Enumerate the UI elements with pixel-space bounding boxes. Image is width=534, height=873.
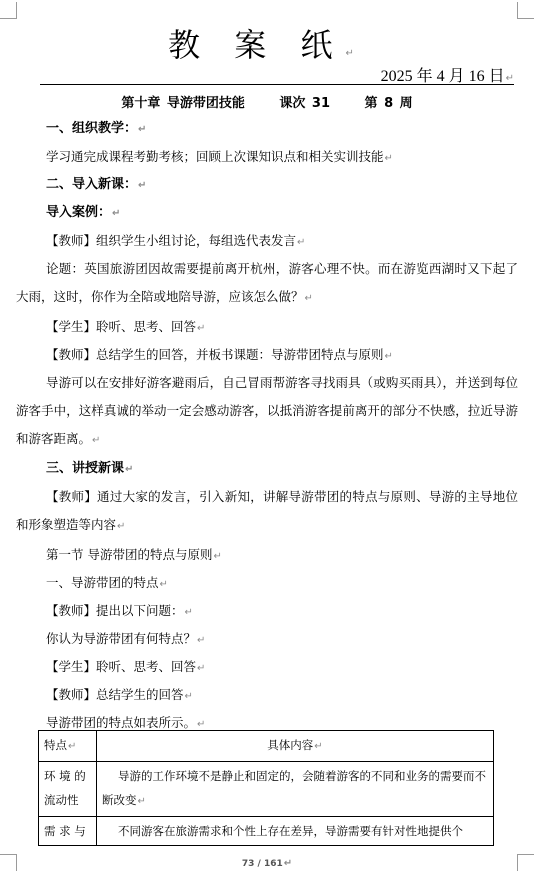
subheading: 一、导游带团的特点 ↵: [46, 569, 518, 597]
table-cell-content: 不同游客在旅游需求和个性上存在差异，导游需要有针对性地提供个: [97, 817, 494, 846]
paragraph: 【学生】聆听、思考、回答 ↵: [46, 313, 518, 341]
paragraph: 导游带团的特点如表所示。 ↵: [46, 709, 518, 737]
date-line: 2025 年 4 月 16 日 ↵: [381, 63, 514, 86]
page-number: 73 / 161 ↵: [0, 858, 534, 869]
table-cell-content: 导游的工作环境不是静止和固定的，会随着游客的不同和业务的需要而不断改变 ↵: [97, 762, 494, 817]
corner-mark-top-right: [517, 2, 534, 19]
week-number: 第 8 周: [364, 96, 413, 111]
subsection-title: 第一节 导游带团的特点与原则 ↵: [46, 541, 518, 569]
corner-mark-top-left: [0, 2, 17, 19]
table-cell-feature: 需 求 与: [39, 817, 97, 846]
page-title: 教 案 纸 ↵: [0, 20, 534, 66]
lesson-body: [16, 115, 518, 737]
paragraph-question: 你认为导游带团有何特点？ ↵: [46, 625, 518, 653]
section-heading-organize: 一、组织教学： ↵: [46, 115, 518, 143]
table-header-row: [39, 731, 494, 762]
table-header-cell: 具体内容 ↵: [97, 731, 494, 762]
header-rule: [40, 84, 514, 85]
paragraph: 学习通完成课程考勤考核；回顾上次课知识点和相关实训技能 ↵: [46, 143, 518, 171]
paragraph-topic: 论题：英国旅游团因故需要提前离开杭州，游客心理不快。而在游览西湖时又下起了大雨，这时，你作为全陪或地陪导游，应该怎么做？ ↵: [16, 255, 518, 313]
paragraph-teacher-intro: 【教师】通过大家的发言，引入新知，讲解导游带团的特点与原则、导游的主导地位和形象塑造等内容 ↵: [16, 483, 518, 541]
case-heading: 导入案例： ↵: [46, 199, 518, 227]
section-heading-teach: 三、讲授新课 ↵: [46, 455, 518, 483]
paragraph: 【教师】提出以下问题： ↵: [46, 597, 518, 625]
features-table: [38, 730, 494, 846]
table-header-cell: 特点 ↵: [39, 731, 97, 762]
paragraph-guide-action: 导游可以在安排好游客避雨后，自己冒雨帮游客寻找雨具（或购买雨具），并送到每位游客手中，这样真诚的举动一定会感动游客，以抵消游客提前离开的部分不快感，拉近导游和游客距离。 ↵: [16, 369, 518, 455]
paragraph: 【学生】聆听、思考、回答 ↵: [46, 653, 518, 681]
table-row: [39, 762, 494, 817]
section-heading-intro: 二、导入新课： ↵: [46, 171, 518, 199]
table-row: [39, 817, 494, 846]
chapter-name: 第十章 导游带团技能: [121, 96, 245, 111]
chapter-line: [0, 92, 534, 111]
paragraph: 【教师】组织学生小组讨论，每组选代表发言 ↵: [46, 227, 518, 255]
paragraph: 【教师】总结学生的回答 ↵: [46, 681, 518, 709]
lesson-number: 课次 31: [279, 96, 331, 111]
table-cell-feature: 环 境 的 流动性: [39, 762, 97, 817]
paragraph: 【教师】总结学生的回答，并板书课题：导游带团特点与原则 ↵: [46, 341, 518, 369]
